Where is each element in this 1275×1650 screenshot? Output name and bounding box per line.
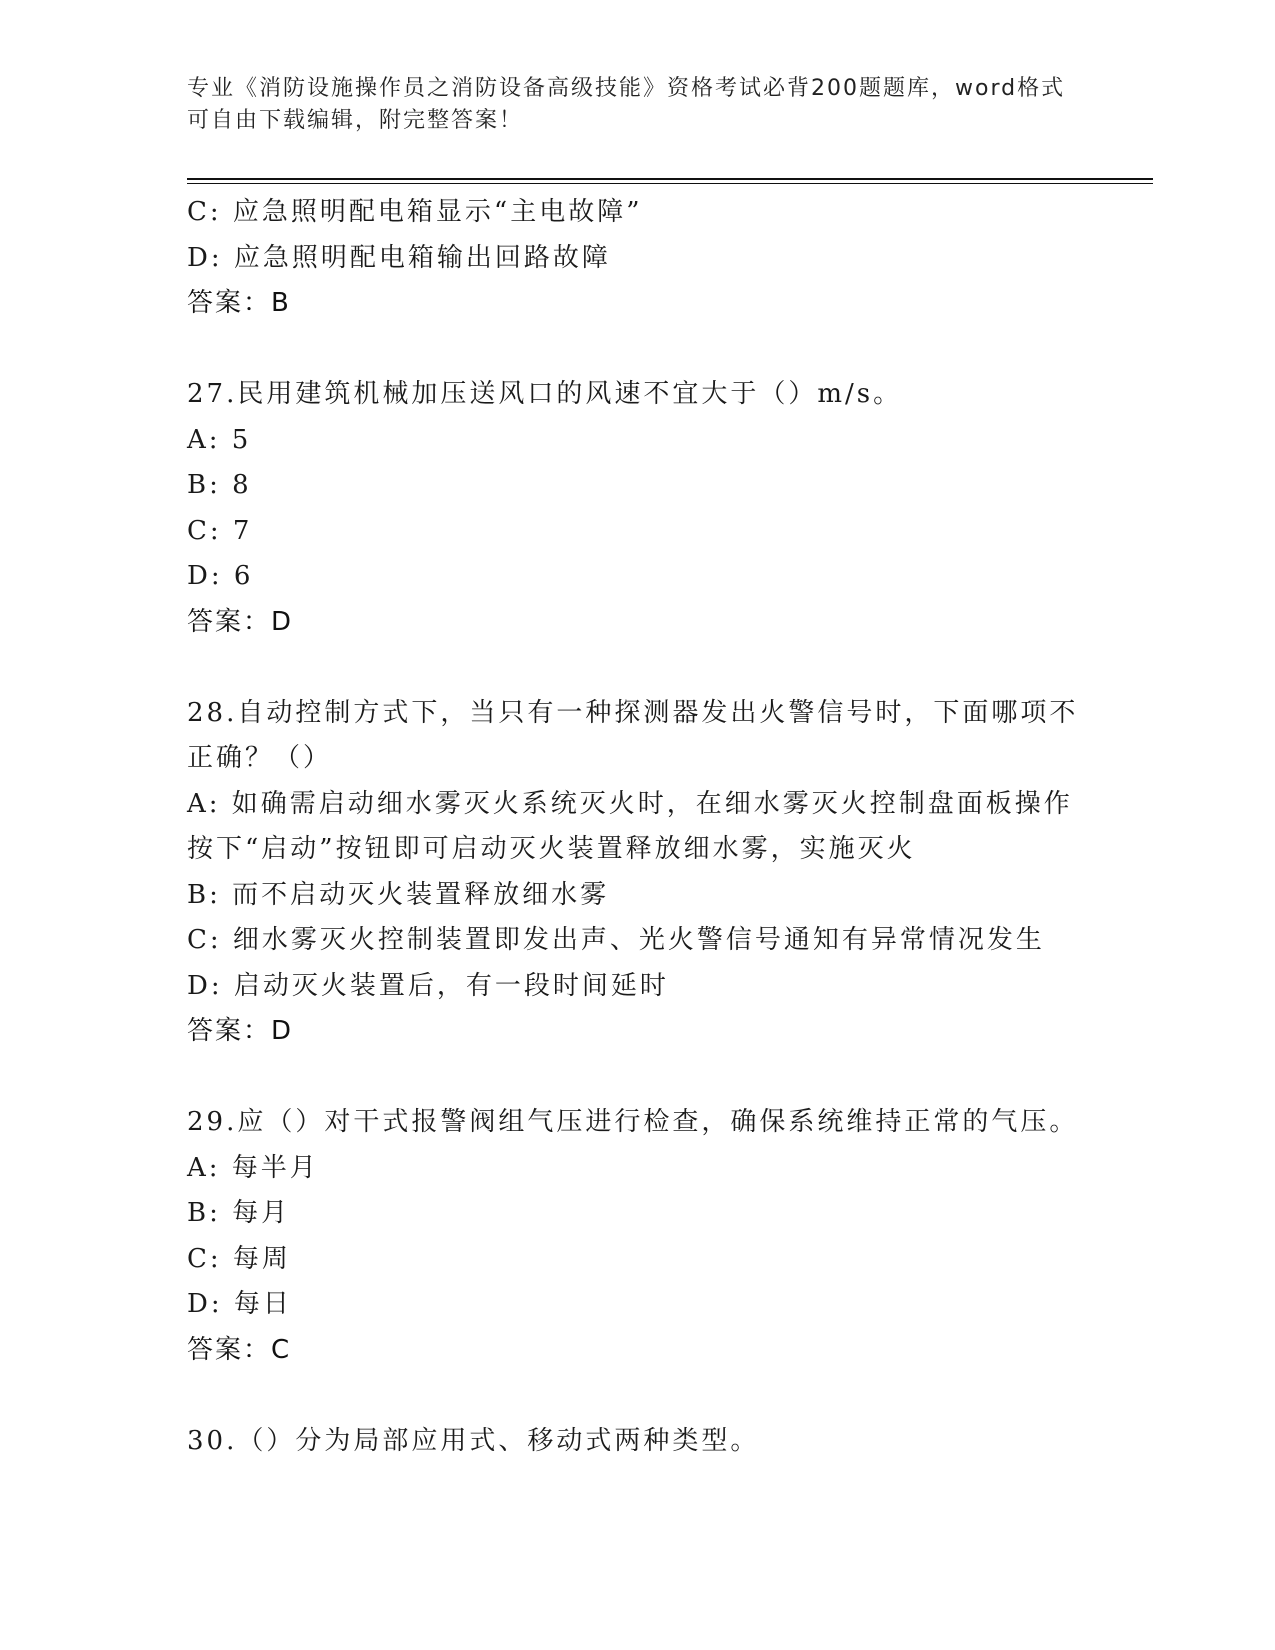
q26-option-c: C: 应急照明配电箱显示“主电故障” <box>187 197 643 227</box>
q27-option-a: A: 5 <box>187 424 252 455</box>
q29-option-c: C: 每周 <box>187 1243 291 1274</box>
q27-option-d: D: 6 <box>187 561 254 591</box>
q28-answer: 答案：D <box>187 1016 294 1046</box>
question-27 <box>187 372 1087 645</box>
spacer <box>187 1373 1087 1419</box>
q28-question: 28.自动控制方式下，当只有一种探测器发出火警信号时，下面哪项不正确？（） <box>187 697 1079 773</box>
question-29 <box>187 1100 1087 1373</box>
q30-question: 30.（）分为局部应用式、移动式两种类型。 <box>187 1425 760 1456</box>
q29-option-d: D: 每日 <box>187 1289 292 1319</box>
q29-answer: 答案：C <box>187 1334 292 1365</box>
q27-answer: 答案：D <box>187 606 294 637</box>
question-list <box>187 190 1087 1464</box>
q28-option-a: A: 如确需启动细水雾灭火系统灭火时，在细水雾灭火控制盘面板操作按下“启动”按钮即可启动灭火装置释放细水雾，实施灭火 <box>187 788 1073 864</box>
q27-option-c: C: 7 <box>187 515 253 546</box>
q26-option-d: D: 应急照明配电箱输出回路故障 <box>187 242 611 273</box>
q27-option-b: B: 8 <box>187 470 252 500</box>
q29-question: 29.应（）对干式报警阀组气压进行检查，确保系统维持正常的气压。 <box>187 1107 1079 1137</box>
question-28 <box>187 691 1087 1055</box>
spacer <box>187 327 1087 373</box>
question-30 <box>187 1419 1087 1465</box>
header-divider-thin <box>187 183 1153 184</box>
q29-option-b: B: 每月 <box>187 1198 291 1228</box>
spacer <box>187 1055 1087 1101</box>
document-header: 专业《消防设施操作员之消防设备高级技能》资格考试必背200题题库，word格式可自由下载编辑，附完整答案！ <box>187 76 1066 133</box>
q26-answer: 答案：B <box>187 288 291 318</box>
q28-option-b: B: 而不启动灭火装置释放细水雾 <box>187 879 610 910</box>
q27-question: 27.民用建筑机械加压送风口的风速不宜大于（）m/s。 <box>187 379 903 409</box>
q28-option-c: C: 细水雾灭火控制装置即发出声、光火警信号通知有异常情况发生 <box>187 925 1045 955</box>
spacer <box>187 645 1087 691</box>
question-26-tail <box>187 190 1087 327</box>
q28-option-d: D: 启动灭火装置后，有一段时间延时 <box>187 970 669 1001</box>
q29-option-a: A: 每半月 <box>187 1152 319 1183</box>
header-divider-thick <box>187 178 1153 180</box>
